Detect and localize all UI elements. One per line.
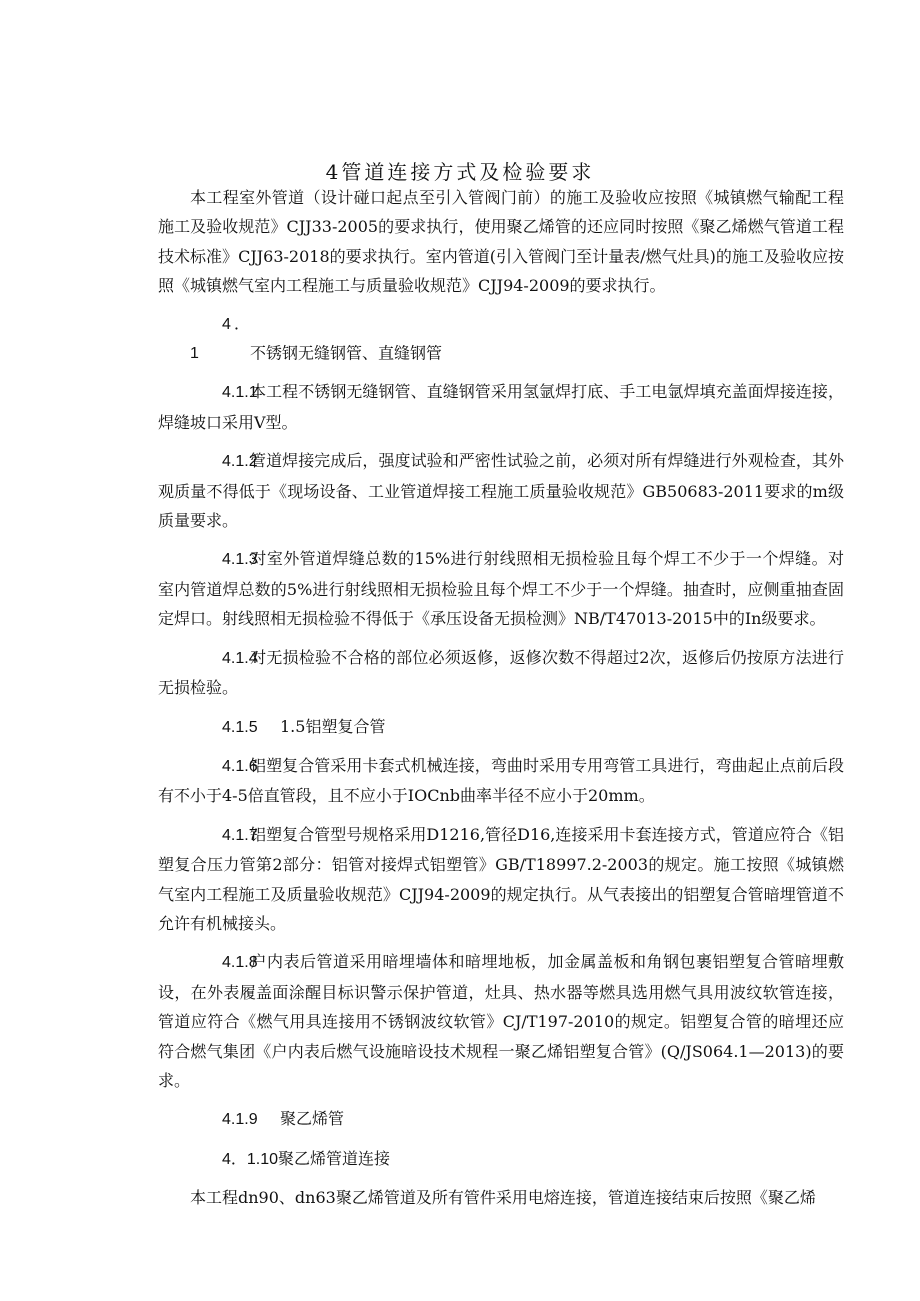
section-4-1-10 bbox=[158, 1144, 844, 1174]
section-4-1-4 bbox=[158, 643, 844, 703]
section-number: 4.1.7 bbox=[222, 826, 258, 844]
section-text: 对无损检验不合格的部位必须返修，返修次数不得超过2次，返修后仍按原方法进行无损检验。 bbox=[158, 647, 844, 698]
section-4-1-3 bbox=[158, 544, 844, 633]
section-text: 本工程不锈钢无缝钢管、直缝钢管采用氢氩焊打底、手工电氩焊填充盖面焊接连接，焊缝坡口采用V型。 bbox=[158, 382, 844, 432]
section-text: 对室外管道焊缝总数的15%进行射线照相无损检验且每个焊工不少于一个焊缝。对室内管道焊总数的5%进行射线照相无损检验且每个焊工不少于一个焊缝。抽查时，应侧重抽查固定焊口。射线照相无损检验不得低于《承压设备无损检测》NB/T47013-2015中的In级要求。 bbox=[158, 549, 844, 629]
section-number: 4.1.2 bbox=[222, 453, 258, 471]
final-paragraph: 本工程dn90、dn63聚乙烯管道及所有管件采用电熔连接，管道连接结束后按照《聚乙烯 bbox=[190, 1188, 816, 1208]
section-4-1-2 bbox=[158, 446, 844, 535]
section-number: 4.1.4 bbox=[222, 649, 258, 667]
section-4-1-8 bbox=[158, 947, 844, 1095]
page-title: 4管道连接方式及检验要求 bbox=[325, 160, 595, 184]
section-number: 4．1 bbox=[190, 315, 250, 363]
document-body bbox=[158, 183, 844, 1222]
section-4-1-7 bbox=[158, 820, 844, 939]
section-text: 管道焊接完成后，强度试验和严密性试验之前，必须对所有焊缝进行外观检查，其外观质量不得低于《现场设备、工业管道焊接工程施工质量验收规范》GB50683-2011要求的m级质量要求。 bbox=[158, 451, 844, 531]
section-text: 聚乙烯管道连接 bbox=[278, 1148, 391, 1168]
section-text: 铝塑复合管采用卡套式机械连接，弯曲时采用专用弯管工具进行，弯曲起止点前后段有不小于4-5倍直管段，且不应小于IOCnb曲率半径不应小于20mm。 bbox=[158, 755, 844, 806]
section-number: 4.1.8 bbox=[222, 954, 258, 972]
section-4-1-5 bbox=[158, 712, 844, 742]
section-number: 4.1.3 bbox=[222, 551, 258, 569]
section-text: 1.5铝塑复合管 bbox=[280, 716, 386, 736]
section-number: 4.1.5 bbox=[222, 718, 258, 736]
section-4-1 bbox=[158, 310, 844, 369]
section-number: 4.1.6 bbox=[222, 757, 258, 775]
section-number: 4.1.1 bbox=[222, 384, 258, 402]
section-4-1-6 bbox=[158, 751, 844, 811]
section-text: 户内表后管道采用暗埋墙体和暗埋地板，加金属盖板和角钢包裹铝塑复合管暗埋敷设，在外表履盖面涂醒目标识警示保护管道，灶具、热水器等燃具选用燃气具用波纹软管连接，管道应符合《燃气用具连接用不锈钢波纹软管》CJ/T197-2010的规定。铝塑复合管的暗埋还应符合燃气集团《户内表后燃气设施暗设技术规程一聚乙烯铝塑复合管》(Q/JS064.1—2013)的要求。 bbox=[158, 952, 844, 1090]
section-text: 聚乙烯管 bbox=[280, 1109, 345, 1129]
intro-paragraph: 本工程室外管道（设计碰口起点至引入管阀门前）的施工及验收应按照《城镇燃气输配工程施工及验收规范》CJJ33-2005的要求执行，使用聚乙烯管的还应同时按照《聚乙烯燃气管道工程技术标准》CJJ63-2018的要求执行。室内管道(引入管阀门至计量表/燃气灶具)的施工及验收应按照《城镇燃气室内工程施工与质量验收规范》CJJ94-2009的要求执行。 bbox=[158, 188, 844, 296]
section-text: 铝塑复合管型号规格采用D1216,管径D16,连接采用卡套连接方式，管道应符合《铝塑复合压力管第2部分：铝管对接焊式铝塑管》GB/T18997.2-2003的规定。施工按照《城镇燃气室内工程施工及质量验收规范》CJJ94-2009的规定执行。从气表接出的铝塑复合管暗埋管道不允许有机械接头。 bbox=[158, 824, 844, 933]
section-4-1-9 bbox=[158, 1104, 844, 1134]
section-number: 4．1.10 bbox=[222, 1150, 279, 1168]
section-text: 不锈钢无缝钢管、直缝钢管 bbox=[250, 343, 443, 363]
section-4-1-1 bbox=[158, 377, 844, 437]
section-number: 4.1.9 bbox=[222, 1111, 258, 1129]
